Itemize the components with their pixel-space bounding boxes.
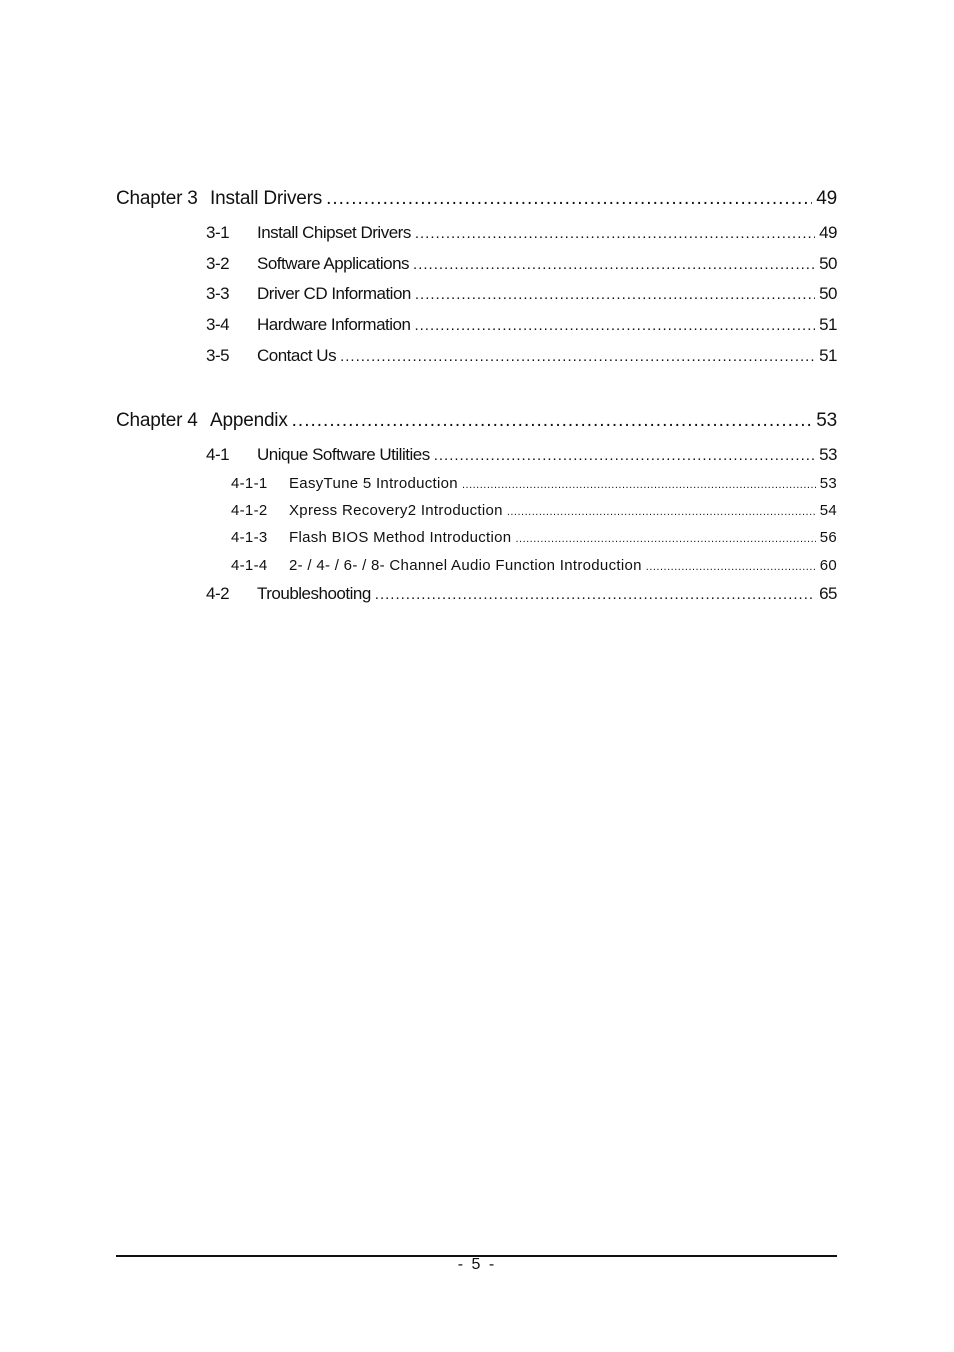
section-title: Software Applications — [257, 254, 410, 273]
footer-page-number: - 5 - — [457, 1256, 497, 1273]
dot-leader — [340, 348, 815, 365]
page-number: 53 — [819, 475, 837, 492]
dot-leader — [434, 447, 815, 464]
page-number: 53 — [816, 410, 837, 431]
page-number: 49 — [816, 188, 837, 209]
toc-section-3-3[interactable] — [116, 284, 837, 304]
toc-chapter-3[interactable] — [116, 188, 837, 210]
toc-section-3-1[interactable] — [116, 223, 837, 243]
page-number: 54 — [819, 502, 837, 519]
page-number: 51 — [819, 315, 837, 334]
section-title: Contact Us — [257, 346, 337, 365]
dot-leader — [415, 225, 815, 242]
page-number: 53 — [819, 445, 837, 464]
toc-subsection-4-1-4[interactable] — [116, 557, 837, 574]
section-number: 4-2 — [206, 584, 230, 603]
page-number: 49 — [819, 223, 837, 242]
toc-section-4-2[interactable] — [116, 584, 837, 604]
toc-chapter-4[interactable] — [116, 410, 837, 432]
section-number: 4-1 — [206, 445, 230, 464]
section-title: Driver CD Information — [257, 284, 411, 303]
dot-leader — [646, 561, 816, 573]
dot-leader — [415, 286, 815, 303]
toc-subsection-4-1-3[interactable] — [116, 529, 837, 546]
subsection-title: Xpress Recovery2 Introduction — [289, 502, 503, 519]
subsection-title: EasyTune 5 Introduction — [289, 475, 458, 492]
dot-leader — [413, 256, 815, 273]
toc-section-3-5[interactable] — [116, 346, 837, 366]
toc-section-3-2[interactable] — [116, 254, 837, 274]
dot-leader — [292, 410, 813, 432]
toc-section-4-1[interactable] — [116, 445, 837, 465]
dot-leader — [507, 506, 816, 518]
section-title: Unique Software Utilities — [257, 445, 430, 464]
page-number: 50 — [819, 254, 837, 273]
page-number: 51 — [819, 346, 837, 365]
toc-section-3-4[interactable] — [116, 315, 837, 335]
section-number: 3-5 — [206, 346, 230, 365]
page-number: 56 — [819, 529, 837, 546]
section-number: 3-1 — [206, 223, 230, 242]
dot-leader — [326, 188, 812, 210]
section-title: Troubleshooting — [257, 584, 371, 603]
dot-leader — [375, 586, 815, 603]
section-title: Hardware Information — [257, 315, 411, 334]
subsection-title: Flash BIOS Method Introduction — [289, 529, 512, 546]
subsection-number: 4-1-3 — [231, 529, 268, 546]
page-number: 50 — [819, 284, 837, 303]
page-number: 65 — [819, 584, 837, 603]
subsection-number: 4-1-2 — [231, 502, 268, 519]
subsection-title: 2- / 4- / 6- / 8- Channel Audio Function Introduction — [289, 557, 642, 574]
dot-leader — [515, 533, 815, 545]
section-title: Install Chipset Drivers — [257, 223, 411, 242]
chapter-label: Chapter 4 — [116, 410, 198, 431]
section-number: 3-3 — [206, 284, 230, 303]
chapter-label: Chapter 3 — [116, 188, 198, 209]
chapter-title: Install Drivers — [210, 188, 323, 209]
section-number: 3-4 — [206, 315, 230, 334]
page-number: 60 — [819, 557, 837, 574]
section-number: 3-2 — [206, 254, 230, 273]
subsection-number: 4-1-4 — [231, 557, 268, 574]
dot-leader — [462, 479, 816, 491]
dot-leader — [414, 317, 815, 334]
subsection-number: 4-1-1 — [231, 475, 268, 492]
toc-subsection-4-1-1[interactable] — [116, 475, 837, 492]
chapter-title: Appendix — [210, 410, 288, 431]
toc-subsection-4-1-2[interactable] — [116, 502, 837, 519]
